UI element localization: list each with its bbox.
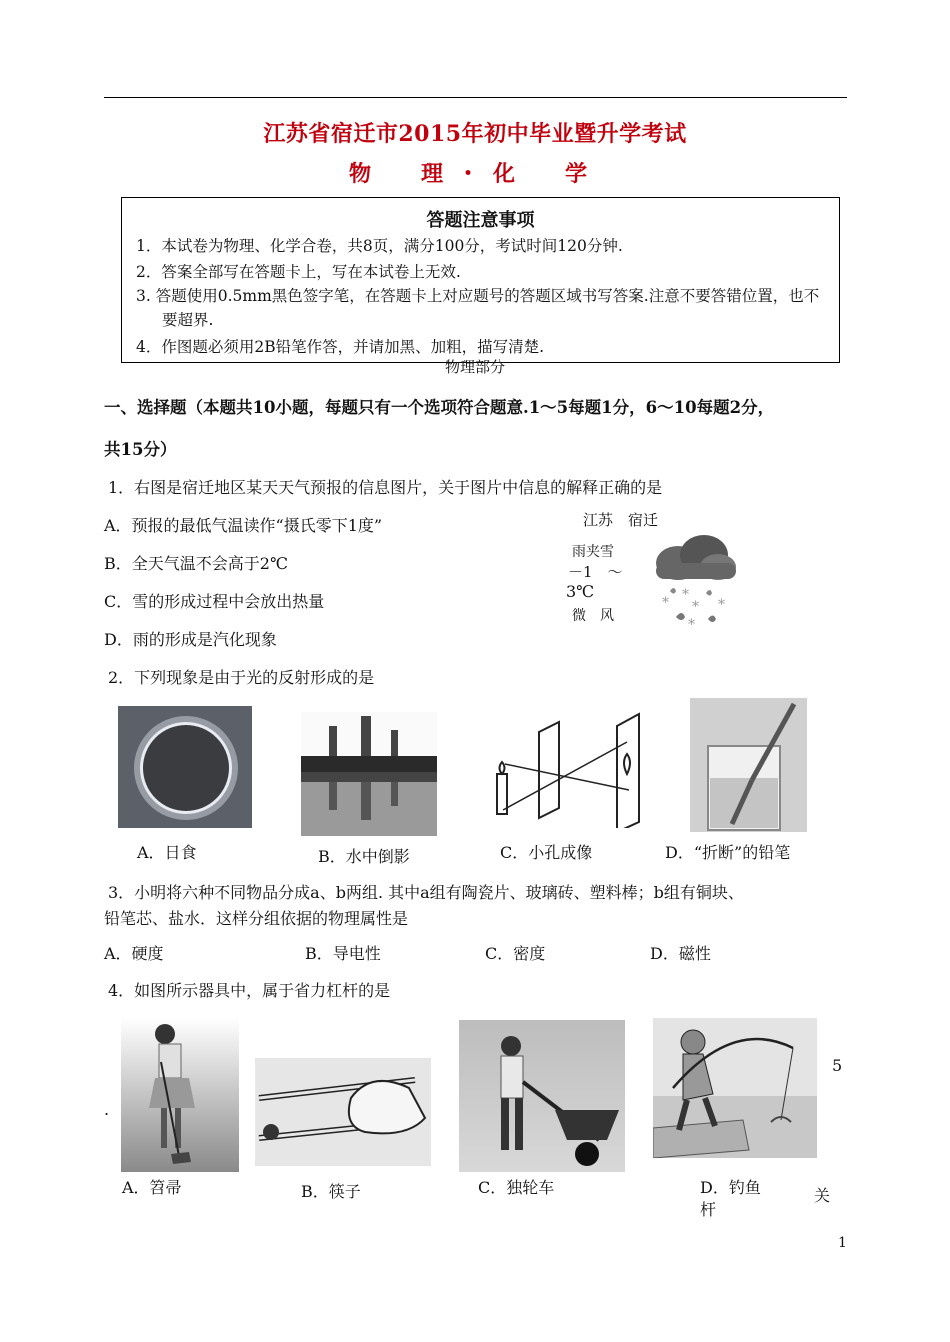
q2-stem: 2．下列现象是由于光的反射形成的是 [108,668,375,687]
fishing-rod-image [653,1018,817,1158]
notice-item-3 [136,284,826,332]
svg-text:*: * [682,587,689,603]
exam-title: 江苏省宿迁市2015年初中毕业暨升学考试 [263,121,687,147]
stray-text-guan: 关 [814,1186,831,1205]
q4-caption-d: D．钓鱼 [700,1178,761,1197]
q3-stem-line2: 铅笔芯、盐水．这样分组依据的物理属性是 [104,909,409,928]
bent-pencil-image [690,698,807,832]
q1-option-c: C．雪的形成过程中会放出热量 [104,592,325,611]
q4-caption-c: C．独轮车 [478,1178,555,1197]
q3-stem-line1: 3．小明将六种不同物品分成a、b两组. 其中a组有陶瓷片、玻璃砖、塑料棒；b组有铜块、 [108,883,744,902]
svg-text:*: * [718,597,725,613]
q1-stem: 1．右图是宿迁地区某天天气预报的信息图片，关于图片中信息的解释正确的是 [108,478,663,497]
q2-caption-a: A．日食 [137,843,197,862]
notice-item-2: 2．答案全部写在答题卡上，写在本试卷上无效. [136,263,461,281]
weather-location: 江苏 宿迁 [583,511,659,529]
q1-option-d: D．雨的形成是汽化现象 [104,630,277,649]
weather-wind: 微 风 [572,608,614,624]
wheelbarrow-image [459,1020,625,1172]
page-number: 1 [838,1235,847,1251]
notice-item-3-text: 3. 答题使用0.5mm黑色签字笔，在答题卡上对应题号的答题区域书写答案.注意不要答错位置，也不要超界. [136,287,820,329]
weather-condition: 雨夹雪 [572,544,614,560]
stray-text-5: 5 [832,1056,843,1075]
notice-box [121,197,840,363]
svg-text:*: * [688,617,695,633]
q3-option-a: A．硬度 [104,944,164,963]
q4-caption-d-line2: 杆 [700,1200,717,1219]
stray-dot: . [104,1100,110,1119]
weather-temp-low: －1 ～ [568,563,623,581]
notice-item-1: 1．本试卷为物理、化学合卷，共8页，满分100分，考试时间120分钟. [136,237,623,255]
section-heading-line1: 一、选择题（本题共10小题，每题只有一个选项符合题意.1～5每题1分，6～10每题2分， [104,398,775,417]
q2-caption-d: D．“折断”的铅笔 [665,843,791,862]
part-label: 物理部分 [444,358,505,376]
q4-stem: 4．如图所示器具中，属于省力杠杆的是 [108,981,391,1000]
header-rule [104,97,847,98]
q1-option-a: A．预报的最低气温读作“摄氏零下1度” [104,516,383,535]
q2-caption-b: B．水中倒影 [318,847,410,866]
svg-text:*: * [662,595,669,611]
notice-item-4: 4．作图题必须用2B铅笔作答，并请加黑、加粗，描写清楚. [136,338,545,356]
q4-caption-a: A．笤帚 [122,1178,182,1197]
q2-caption-c: C．小孔成像 [500,843,593,862]
q4-caption-b: B．筷子 [301,1182,361,1201]
svg-text:*: * [692,599,699,615]
exam-subtitle: 物 理・化 学 [348,161,601,187]
rain-snow-cloud-icon [648,533,740,633]
notice-title: 答题注意事项 [426,210,535,231]
weather-temp-high: 3℃ [566,582,595,601]
water-reflection-image [301,712,437,836]
q3-option-d: D．磁性 [650,944,711,963]
q3-option-b: B．导电性 [305,944,381,963]
chopsticks-image [255,1058,431,1166]
broom-sweeping-image [121,1018,239,1172]
q3-option-c: C．密度 [485,944,546,963]
pinhole-camera-image [489,712,653,828]
solar-eclipse-image [118,706,252,828]
q1-option-b: B．全天气温不会高于2℃ [104,554,288,573]
section-heading-line2: 共15分） [104,440,177,459]
